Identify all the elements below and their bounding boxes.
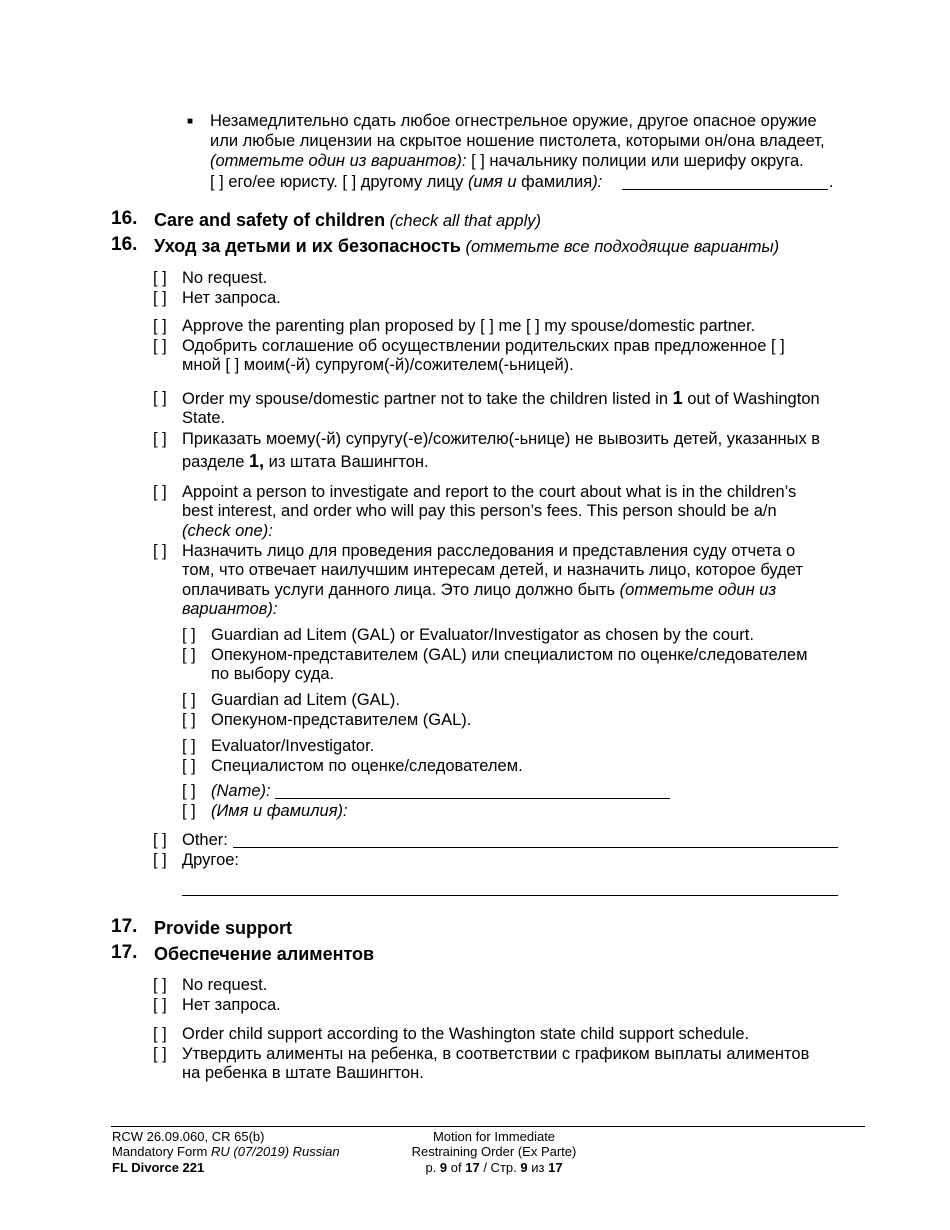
s16-approve-plan-checkbox-ru[interactable]: [ ] — [153, 337, 167, 355]
s16-gal-eval-ru-1: Опекуном-представителем (GAL) или специалистом по оценке/следователем — [211, 646, 808, 664]
footer-mandatory-form — [112, 1144, 340, 1160]
firearms-name-label-c: ): — [592, 173, 603, 191]
s17-support-checkbox-ru[interactable]: [ ] — [153, 1045, 167, 1063]
section-16-title-en-text: Care and safety of children — [154, 210, 386, 230]
section-16-title-ru-text: Уход за детьми и их безопасность — [154, 236, 461, 256]
s17-support-ru-1: Утвердить алименты на ребенка, в соответствии с графиком выплаты алиментов — [182, 1045, 810, 1063]
footer-rcw: RCW 26.09.060, CR 65(b) — [112, 1129, 265, 1144]
s16-name-field[interactable] — [275, 798, 670, 799]
s16-gal-ru: Опекуном-представителем (GAL). — [211, 711, 472, 729]
firearms-line-1: Незамедлительно сдать любое огнестрельное оружие, другое опасное оружие — [210, 112, 817, 130]
s16-approve-plan-ru-2: мной [ ] моим(-й) супругом(-й)/сожителем(-ьницей). — [182, 356, 574, 374]
s16-gal-eval-checkbox-ru[interactable]: [ ] — [182, 646, 196, 664]
footer-doc-title-1: Motion for Immediate — [432, 1129, 556, 1144]
s16-gal-eval-ru-2: по выбору суда. — [211, 665, 335, 683]
firearms-name-label-b: фамилия — [521, 173, 593, 191]
s16-other-field-2[interactable] — [182, 895, 838, 896]
s16-order-checkbox-ru[interactable]: [ ] — [153, 430, 167, 448]
footer-doc-title-2: Restraining Order (Ex Parte) — [411, 1144, 577, 1159]
s16-gal-checkbox-en[interactable]: [ ] — [182, 691, 196, 709]
footer-page-p: p. — [425, 1160, 437, 1175]
s16-appoint-ru-3b: (отметьте один из — [619, 581, 777, 599]
s16-name-label-ru: (Имя и фамилия): — [211, 802, 348, 820]
footer-page-current: 9 — [439, 1160, 448, 1175]
s16-appoint-ru-3a: оплачивать услуги данного лица. Это лицо должно быть — [182, 581, 616, 599]
footer-divider — [111, 1126, 865, 1127]
s16-other-checkbox-en[interactable]: [ ] — [153, 831, 167, 849]
s16-appoint-ru-3 — [182, 580, 776, 600]
s16-no-request-checkbox-ru[interactable]: [ ] — [153, 289, 167, 307]
firearms-option-lawyer-other[interactable]: [ ] его/ее юристу. [ ] другому лицу — [210, 173, 464, 191]
section-17-number-en: 17. — [111, 916, 138, 937]
s16-other-field-1[interactable] — [233, 847, 838, 848]
s16-appoint-en-2: best interest, and order who will pay this person’s fees. This person should be a/n — [182, 502, 777, 520]
s16-order-ru-2c: из штата Вашингтон. — [268, 453, 429, 471]
s17-no-request-en: No request. — [182, 976, 268, 994]
footer-page-of-ru: из — [531, 1160, 545, 1175]
footer-page-current-ru: 9 — [520, 1160, 528, 1175]
s17-no-request-checkbox-en[interactable]: [ ] — [153, 976, 167, 994]
firearms-line-2: или любые лицензии на скрытое ношение пистолета, которыми он/она владеет, — [210, 132, 825, 150]
s16-appoint-checkbox-en[interactable]: [ ] — [153, 483, 167, 501]
footer-mandatory-label: Mandatory Form — [112, 1144, 208, 1159]
footer-page-total: 17 — [465, 1160, 480, 1175]
s16-approve-plan-en: Approve the parenting plan proposed by [ ] me [ ] my spouse/domestic partner. — [182, 317, 756, 335]
s16-eval-checkbox-ru[interactable]: [ ] — [182, 757, 196, 775]
s16-order-ru-2 — [182, 451, 429, 472]
s16-order-ru-ref: 1, — [249, 451, 265, 471]
s17-support-en: Order child support according to the Washington state child support schedule. — [182, 1025, 750, 1043]
s16-gal-eval-en: Guardian ad Litem (GAL) or Evaluator/Investigator as chosen by the court. — [211, 626, 754, 644]
s16-gal-eval-checkbox-en[interactable]: [ ] — [182, 626, 196, 644]
section-16-title-en — [154, 210, 541, 231]
s16-approve-plan-ru-1: Одобрить соглашение об осуществлении родительских прав предложенное [ ] — [182, 337, 785, 355]
s16-eval-ru: Специалистом по оценке/следователем. — [211, 757, 523, 775]
firearms-name-label-a: (имя и — [467, 173, 517, 191]
footer-page-total-ru: 17 — [548, 1160, 563, 1175]
firearms-choose-one-note: (отметьте один из вариантов): — [210, 152, 467, 170]
footer-page-of: of — [450, 1160, 462, 1175]
section-16-note-en: (check all that apply) — [389, 212, 541, 230]
s16-appoint-ru-2: том, что отвечает наилучшим интересам детей, и назначить лицо, которое будет — [182, 561, 803, 579]
s16-other-label-ru: Другое: — [182, 851, 240, 869]
s16-name-checkbox-ru[interactable]: [ ] — [182, 802, 196, 820]
s16-eval-en: Evaluator/Investigator. — [211, 737, 375, 755]
s16-gal-en: Guardian ad Litem (GAL). — [211, 691, 400, 709]
s16-order-en-ref: 1 — [672, 388, 683, 408]
s16-order-ru-2a: разделе — [182, 453, 245, 471]
s16-no-request-checkbox-en[interactable]: [ ] — [153, 269, 167, 287]
s16-order-en-2: State. — [182, 409, 226, 427]
s16-no-request-en: No request. — [182, 269, 268, 287]
firearms-line-3 — [210, 151, 804, 171]
s16-eval-checkbox-en[interactable]: [ ] — [182, 737, 196, 755]
s16-order-en-1a: Order my spouse/domestic partner not to take the children listed in — [182, 390, 669, 408]
footer-form-version: RU (07/2019) Russian — [211, 1144, 340, 1159]
section-16-title-ru — [154, 236, 779, 257]
s16-appoint-en-3: (check one): — [182, 522, 273, 540]
s16-approve-plan-checkbox-en[interactable]: [ ] — [153, 317, 167, 335]
s16-other-checkbox-ru[interactable]: [ ] — [153, 851, 167, 869]
firearms-line-4 — [210, 172, 602, 192]
section-17-number-ru: 17. — [111, 942, 138, 963]
footer-page-number — [364, 1160, 624, 1176]
section-17-title-ru: Обеспечение алиментов — [154, 944, 375, 964]
footer-page-sep: / Стр. — [483, 1160, 517, 1175]
section-16-note-ru: (отметьте все подходящие варианты) — [465, 238, 780, 256]
s16-appoint-en-1: Appoint a person to investigate and report to the court about what is in the children’s — [182, 483, 797, 501]
bullet-icon: ■ — [187, 116, 194, 127]
s16-gal-checkbox-ru[interactable]: [ ] — [182, 711, 196, 729]
footer-form-id: FL Divorce 221 — [112, 1160, 205, 1175]
s17-no-request-checkbox-ru[interactable]: [ ] — [153, 996, 167, 1014]
section-16-number-ru: 16. — [111, 234, 138, 255]
s17-support-checkbox-en[interactable]: [ ] — [153, 1025, 167, 1043]
section-17-title-en: Provide support — [154, 918, 293, 938]
firearms-line-end-period: . — [829, 173, 834, 191]
s16-no-request-ru: Нет запроса. — [182, 289, 281, 307]
s17-support-ru-2: на ребенка в штате Вашингтон. — [182, 1064, 424, 1082]
s17-no-request-ru: Нет запроса. — [182, 996, 281, 1014]
firearms-option-police[interactable]: [ ] начальнику полиции или шерифу округа. — [471, 152, 804, 170]
s16-other-label-en: Other: — [182, 831, 228, 849]
s16-order-ru-1: Приказать моему(-й) супругу(-е)/сожителю(-ьнице) не вывозить детей, указанных в — [182, 430, 821, 448]
s16-name-label-en: (Name): — [211, 782, 271, 800]
s16-appoint-ru-4: вариантов): — [182, 600, 278, 618]
firearms-name-field[interactable] — [622, 189, 828, 190]
s16-order-en-1c: out of Washington — [687, 390, 820, 408]
s16-name-checkbox-en[interactable]: [ ] — [182, 782, 196, 800]
s16-order-en-1 — [182, 388, 820, 409]
s16-appoint-ru-1: Назначить лицо для проведения расследования и представления суду отчета о — [182, 542, 796, 560]
section-16-number-en: 16. — [111, 208, 138, 229]
s16-order-checkbox-en[interactable]: [ ] — [153, 389, 167, 407]
s16-appoint-checkbox-ru[interactable]: [ ] — [153, 542, 167, 560]
